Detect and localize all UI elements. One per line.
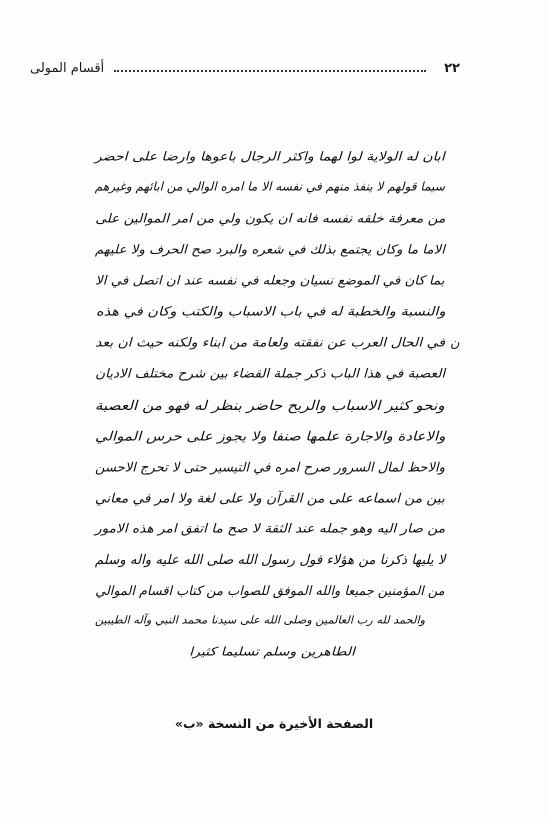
manuscript-line: من صار اليه وهو جمله عند الثقة لا صح ما اتفق امر هذه الامور <box>94 521 445 536</box>
running-head <box>30 58 460 78</box>
manuscript-line: لا يليها ذكرنا من هؤلاء قول رسول الله صلى الله عليه واله وسلم <box>94 552 445 568</box>
figure-caption: الصفحة الأخيرة من النسخة «ب» <box>174 716 374 731</box>
book-title: أقسام المولى <box>30 60 105 76</box>
manuscript-line: من معرفة خلقه نفسه فانه ان يكون ولي من امر الموالين على <box>94 211 445 226</box>
manuscript-line: والاعادة والاجارة علمها صنفا ولا يجوز على حرس الموالي <box>94 428 445 444</box>
manuscript-line: في الحال العرب عن نفقته ولعامة من ابناء ولكنه حيث ان بعد <box>95 335 445 350</box>
manuscript-line: الطاهرين وسلم تسليما كثيرا <box>189 645 355 659</box>
manuscript-line: ابان له الولاية لوا لهما واكثر الرجال باعوها وارضا على احضر <box>95 149 445 164</box>
manuscript-line: بين من اسماعه على من القرآن ولا على لغة ولا امر في معاني <box>95 490 445 506</box>
manuscript-line: والحمد لله رب العالمين وصلى الله على سيدنا محمد النبي وآله الطيبين <box>94 614 425 627</box>
manuscript-line: بما كان في الموضع نسيان وجعله في نفسه عند ان اتصل في الا <box>95 273 445 288</box>
manuscript-line: العصبة في هذا الباب ذكر جملة القضاء بين شرح مختلف الاديان <box>94 366 445 381</box>
marginal-note: ن <box>450 336 460 351</box>
manuscript-line: من المؤمنين جميعا والله الموفق للصواب من كتاب اقسام الموالي <box>95 583 445 599</box>
manuscript-line: والنسبة والخطبة له في باب الاسباب والكتب وكان في هذه <box>95 304 445 319</box>
manuscript-image <box>95 138 445 673</box>
page-number: ٢٢ <box>444 60 460 76</box>
manuscript-line: ونحو كثير الاسباب والربح حاضر بنظر له فهو من العصبة <box>95 397 445 414</box>
manuscript-line: الاما ما وكان يجتمع بذلك في شعره والبرد صح الحرف ولا عليهم <box>94 242 445 257</box>
manuscript-line: والاحظ لمال السرور صرح امره في التيسير حتى لا تحرج الاحسن <box>95 459 445 475</box>
manuscript-line: سيما قولهم لا ينفذ منهم في نفسه الا ما امره الوالي من ابائهم وغيرهم <box>94 180 445 194</box>
dotted-leader <box>114 70 426 72</box>
